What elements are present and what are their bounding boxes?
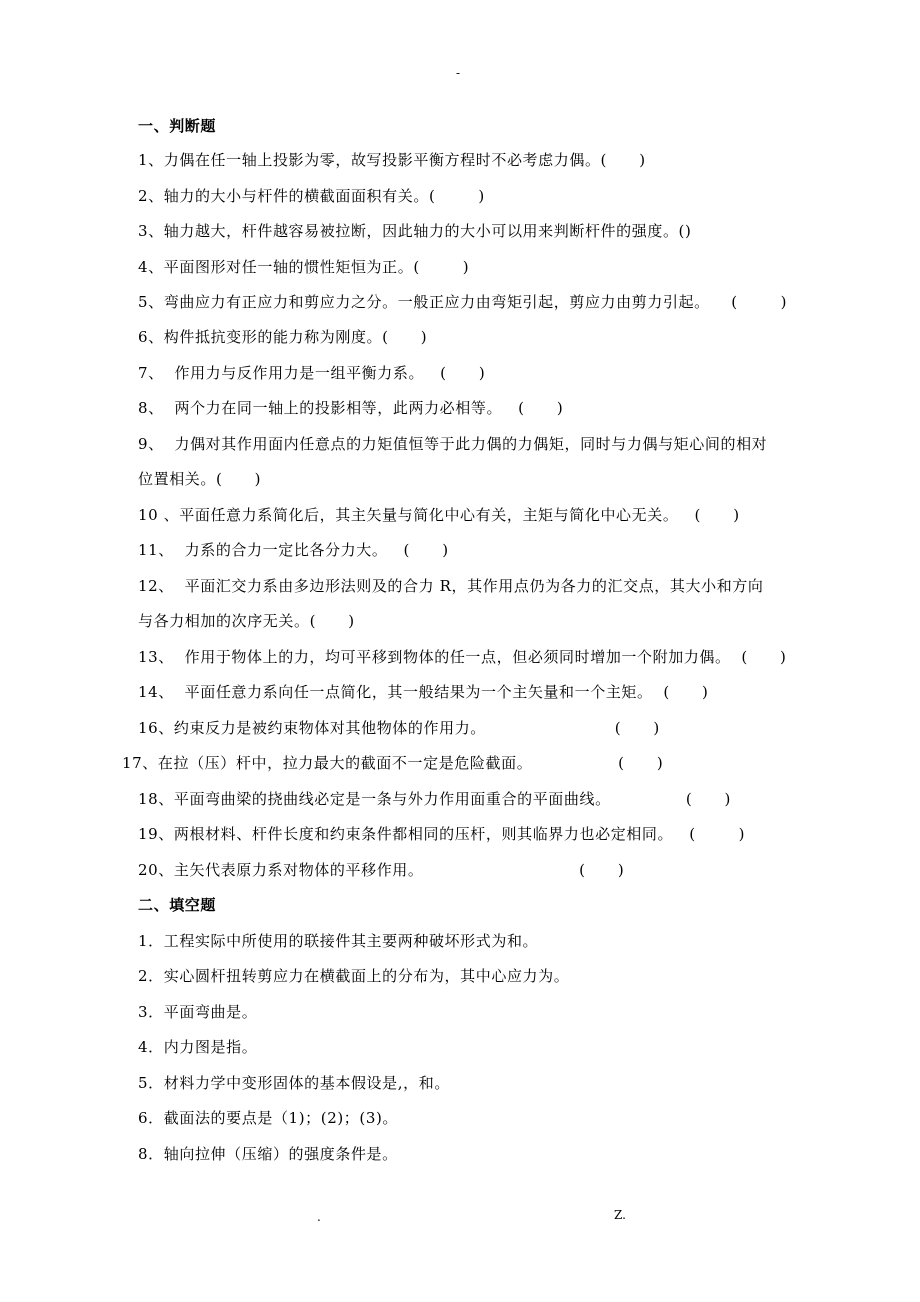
question-line: 17、在拉（压）杆中，拉力最大的截面不一定是危险截面。 ( ) xyxy=(122,754,664,772)
question-line: 14、 平面任意力系向任一点简化，其一般结果为一个主矢量和一个主矩。 ( ) xyxy=(138,683,709,701)
fill-blank-line: 5．材料力学中变形固体的基本假设是,，和。 xyxy=(138,1074,450,1092)
fill-blank-line: 2．实心圆杆扭转剪应力在横截面上的分布为，其中心应力为。 xyxy=(138,967,570,985)
question-line: 16、约束反力是被约束物体对其他物体的作用力。 ( ) xyxy=(138,719,660,737)
section-1-title: 一、判断题 xyxy=(138,117,217,135)
footer-right-mark: Z. xyxy=(614,1208,626,1222)
section-2-title: 二、填空题 xyxy=(138,896,217,914)
question-line: 位置相关。( ) xyxy=(138,470,262,488)
question-line: 6、构件抵抗变形的能力称为刚度。( ) xyxy=(138,328,428,346)
question-line: 与各力相加的次序无关。( ) xyxy=(138,612,355,630)
question-line: 5、弯曲应力有正应力和剪应力之分。一般正应力由弯矩引起，剪应力由剪力引起。 ( ) xyxy=(138,293,788,311)
question-line: 19、两根材料、杆件长度和约束条件都相同的压杆，则其临界力也必定相同。 ( ) xyxy=(138,825,746,843)
question-line: 2、轴力的大小与杆件的横截面面积有关。( ) xyxy=(138,187,485,205)
question-line: 10 、平面任意力系简化后，其主矢量与简化中心有关，主矩与简化中心无关。 ( ) xyxy=(138,506,740,524)
header-mark: - xyxy=(456,66,461,80)
question-line: 7、 作用力与反作用力是一组平衡力系。 ( ) xyxy=(138,364,486,382)
fill-blank-line: 3．平面弯曲是。 xyxy=(138,1003,258,1021)
question-line: 8、 两个力在同一轴上的投影相等，此两力必相等。 ( ) xyxy=(138,399,564,417)
fill-blank-line: 8．轴向拉伸（压缩）的强度条件是。 xyxy=(138,1145,398,1163)
question-line: 13、 作用于物体上的力，均可平移到物体的任一点，但必须同时增加一个附加力偶。 ( ) xyxy=(138,648,787,666)
question-line: 3、轴力越大，杆件越容易被拉断，因此轴力的大小可以用来判断杆件的强度。() xyxy=(138,222,692,240)
question-line: 12、 平面汇交力系由多边形法则及的合力 R，其作用点仍为各力的汇交点，其大小和方向 xyxy=(138,577,764,595)
fill-blank-line: 6．截面法的要点是（1)；(2)；(3)。 xyxy=(138,1109,399,1127)
fill-blank-line: 4．内力图是指。 xyxy=(138,1038,258,1056)
question-line: 18、平面弯曲梁的挠曲线必定是一条与外力作用面重合的平面曲线。 ( ) xyxy=(138,790,731,808)
question-line: 4、平面图形对任一轴的惯性矩恒为正。( ) xyxy=(138,258,470,276)
footer-left-mark: . xyxy=(317,1210,321,1224)
question-line: 9、 力偶对其作用面内任意点的力矩值恒等于此力偶的力偶矩，同时与力偶与矩心间的相对 xyxy=(138,435,768,453)
fill-blank-line: 1．工程实际中所使用的联接件其主要两种破坏形式为和。 xyxy=(138,932,539,950)
question-line: 11、 力系的合力一定比各分力大。 ( ) xyxy=(138,541,449,559)
question-line: 20、主矢代表原力系对物体的平移作用。 ( ) xyxy=(138,861,625,879)
question-line: 1、力偶在任一轴上投影为零，故写投影平衡方程时不必考虑力偶。( ) xyxy=(138,151,646,169)
